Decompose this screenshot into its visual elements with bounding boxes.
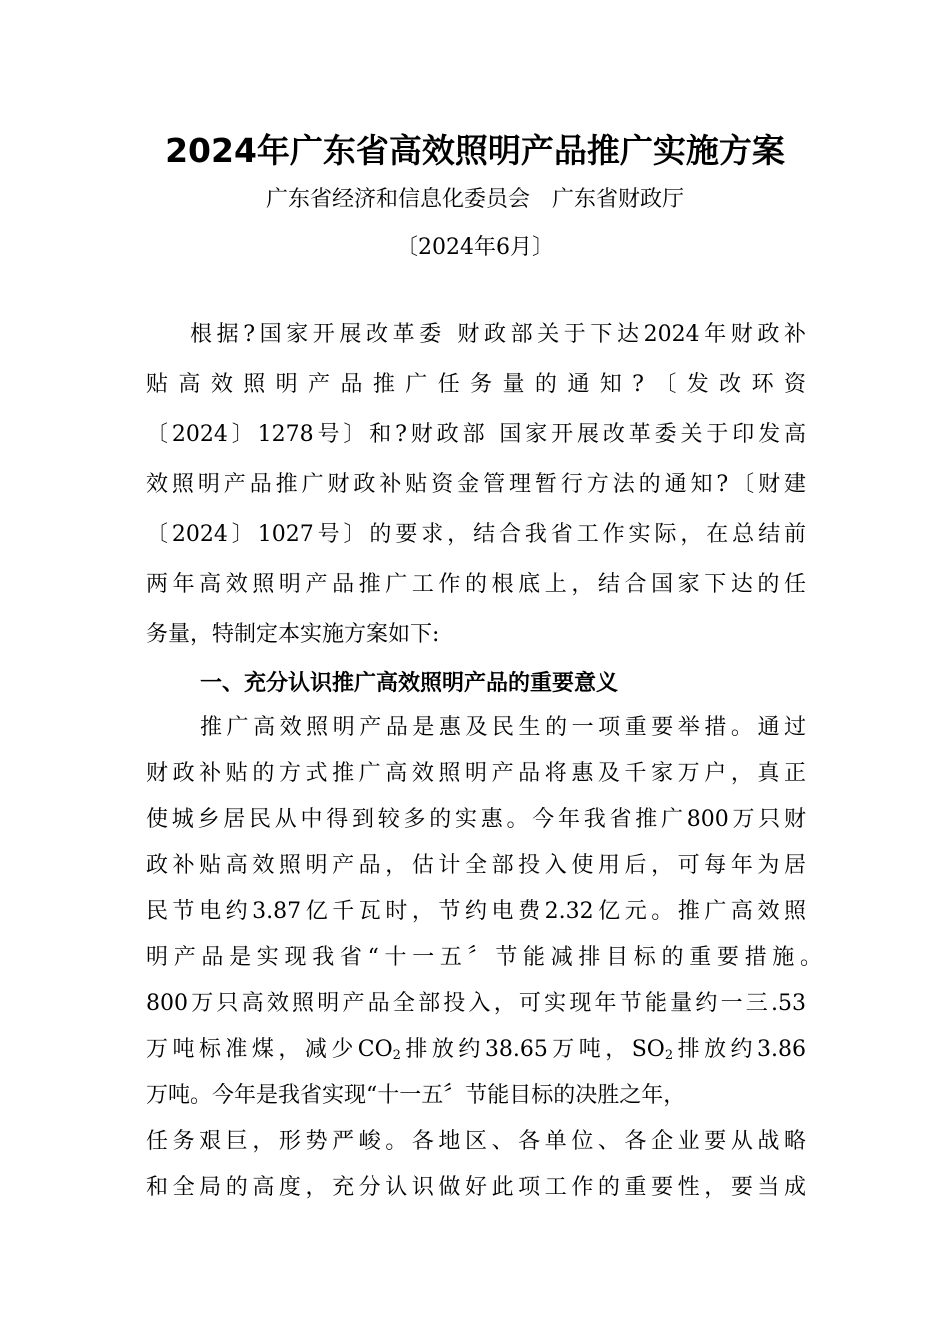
intro-paragraph-line: 〔2024〕1278号〕和?财政部 国家开展改革委关于印发高 bbox=[146, 422, 806, 447]
intro-paragraph-line: 〔2024〕1027号〕的要求，结合我省工作实际，在总结前 bbox=[146, 522, 806, 547]
section-paragraph-line: 推广高效照明产品是惠及民生的一项重要举措。通过 bbox=[200, 715, 806, 740]
issuing-organizations: 广东省经济和信息化委员会 广东省财政厅 bbox=[265, 187, 684, 212]
intro-paragraph-line: 根据?国家开展改革委 财政部关于下达2024年财政补 bbox=[190, 322, 806, 347]
intro-paragraph-line: 贴高效照明产品推广任务量的通知?〔发改环资 bbox=[146, 372, 806, 397]
section-paragraph-line: 万吨。今年是我省实现“十一五〞节能目标的决胜之年， bbox=[146, 1083, 686, 1108]
co2-subscript: 2 bbox=[392, 1048, 401, 1063]
intro-paragraph-line: 务量，特制定本实施方案如下: bbox=[146, 622, 440, 647]
section-heading: 一、充分认识推广高效照明产品的重要意义 bbox=[200, 671, 619, 696]
emissions-text: 排放约3.86 bbox=[673, 1037, 807, 1062]
so2-subscript: 2 bbox=[664, 1048, 674, 1063]
section-paragraph-line: 民节电约3.87亿千瓦时，节约电费2.32亿元。推广高效照 bbox=[146, 899, 806, 924]
intro-paragraph-line: 两年高效照明产品推广工作的根底上，结合国家下达的任 bbox=[146, 572, 806, 597]
document-title: 2024年广东省高效照明产品推广实施方案 bbox=[165, 131, 785, 170]
section-paragraph-line: 政补贴高效照明产品，估计全部投入使用后，可每年为居 bbox=[146, 853, 806, 878]
section-paragraph-line: 明产品是实现我省“十一五〞节能减排目标的重要措施。 bbox=[146, 945, 822, 970]
emissions-text: 万吨标准煤，减少CO bbox=[146, 1037, 393, 1062]
issue-date: 〔2024年6月〕 bbox=[396, 235, 554, 260]
intro-paragraph-line: 效照明产品推广财政补贴资金管理暂行方法的通知?〔财建 bbox=[146, 472, 806, 497]
emissions-text: 排放约38.65万吨，SO bbox=[400, 1037, 665, 1062]
section-paragraph-line: 任务艰巨，形势严峻。各地区、各单位、各企业要从战略 bbox=[146, 1129, 806, 1154]
emissions-line bbox=[146, 1030, 806, 1070]
section-paragraph-line: 和全局的高度，充分认识做好此项工作的重要性，要当成 bbox=[146, 1175, 806, 1200]
section-paragraph-line: 使城乡居民从中得到较多的实惠。今年我省推广800万只财 bbox=[146, 807, 806, 832]
section-paragraph-line: 财政补贴的方式推广高效照明产品将惠及千家万户，真正 bbox=[146, 761, 806, 786]
section-paragraph-line: 800万只高效照明产品全部投入，可实现年节能量约一三.53 bbox=[146, 991, 806, 1016]
